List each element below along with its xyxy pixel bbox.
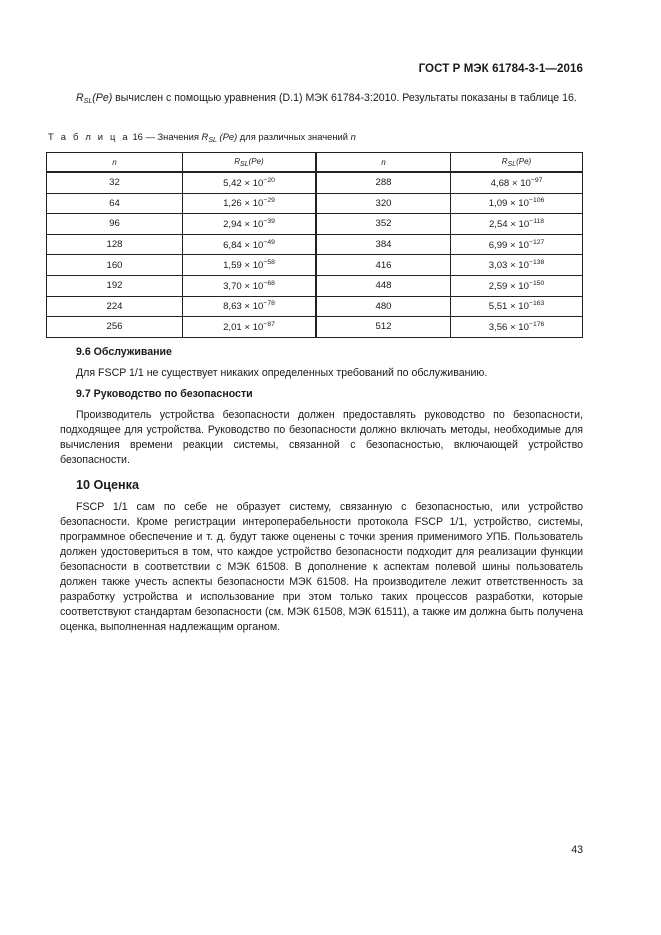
header-r-left-sub: SL xyxy=(240,160,249,168)
cell-r-right-mantissa: 5,51 × 10 xyxy=(488,301,529,313)
cell-n-right: 480 xyxy=(316,296,451,317)
cell-r-right-exponent: −118 xyxy=(529,217,545,225)
table-caption xyxy=(48,131,356,144)
table-body xyxy=(47,172,583,337)
cell-r-right xyxy=(451,255,583,276)
cell-r-right-mantissa: 6,99 × 10 xyxy=(488,239,529,251)
cell-r-right-mantissa: 4,68 × 10 xyxy=(490,177,531,189)
header-r-left xyxy=(183,153,317,173)
table-header-row xyxy=(47,153,583,173)
cell-r-left xyxy=(183,172,317,193)
cell-r-right xyxy=(451,193,583,214)
cell-r-left-exponent: −49 xyxy=(263,238,275,246)
table-row xyxy=(47,214,583,235)
table-caption-n: n xyxy=(350,131,356,142)
page-number: 43 xyxy=(571,844,583,856)
intro-var-sub: SL xyxy=(83,98,93,105)
cell-r-left-mantissa: 1,26 × 10 xyxy=(223,198,264,210)
cell-n-left: 32 xyxy=(47,172,183,193)
cell-r-left-exponent: −78 xyxy=(263,300,275,308)
cell-r-right xyxy=(451,275,583,296)
header-r-right xyxy=(451,153,583,173)
section-9-6-heading: 9.6 Обслуживание xyxy=(76,346,172,358)
cell-r-right xyxy=(451,172,583,193)
table-caption-var: R xyxy=(201,131,209,142)
cell-r-right xyxy=(451,234,583,255)
cell-r-right-mantissa: 2,54 × 10 xyxy=(488,218,530,230)
document-header: ГОСТ Р МЭК 61784-3-1—2016 xyxy=(418,63,583,75)
cell-r-right-exponent: −127 xyxy=(528,238,545,246)
section-9-7 xyxy=(60,387,583,468)
section-9-7-heading: 9.7 Руководство по безопасности xyxy=(76,388,253,400)
table-row xyxy=(47,234,583,255)
intro-text: вычислен с помощью уравнения (D.1) МЭК 61784-3:2010. Результаты показаны в таблице 16. xyxy=(112,92,577,104)
cell-n-left: 64 xyxy=(47,193,183,214)
table-caption-post: для различных значений xyxy=(237,131,351,142)
cell-n-right: 448 xyxy=(316,275,451,296)
cell-n-right: 320 xyxy=(316,193,451,214)
cell-n-right: 416 xyxy=(316,255,451,276)
table-row xyxy=(47,275,583,296)
cell-r-right-exponent: −163 xyxy=(528,300,545,308)
header-r-left-main: R xyxy=(234,156,241,166)
cell-n-right: 384 xyxy=(316,234,451,255)
header-r-right-arg: (Pe) xyxy=(516,156,532,166)
cell-r-right-mantissa: 3,56 × 10 xyxy=(488,321,529,333)
header-n-right: n xyxy=(316,153,451,173)
cell-r-left-exponent: −39 xyxy=(263,217,275,225)
cell-r-right xyxy=(451,214,583,235)
cell-r-right xyxy=(451,317,583,338)
cell-n-left: 128 xyxy=(47,234,183,255)
cell-r-right xyxy=(451,296,583,317)
cell-r-left xyxy=(183,275,317,296)
cell-n-right: 352 xyxy=(316,214,451,235)
cell-r-right-exponent: −138 xyxy=(528,259,545,267)
table-caption-pre: — Значения xyxy=(142,131,202,142)
table-row xyxy=(47,172,583,193)
header-r-right-sub: SL xyxy=(507,160,517,168)
cell-r-left-mantissa: 3,70 × 10 xyxy=(223,280,264,292)
section-10-text: FSCP 1/1 сам по себе не образует систему, связанную с безопасностью, или устройство безопасности. Кроме регистрации интероперабельности протокола FSCP 1/1, устройство, системы, программное обеспечение и т. д. будут также оценены с точки зрения применимого УПБ. Пользователь должен удостовериться в том, что каждое устройство безопасности подходит для реализации функции безопасности в соответствии с МЭК 61508. В дополнение к аспектам полевой шины пользователь должен также учесть аспекты безопасности МЭК 61508. На производителе лежит ответственность за разработку устройства и использование при этом только таких процессов разработки, которые соответствуют стандартам безопасности (см. МЭК 61508, МЭК 61511), а также им должна быть получена оценка, выполненная надлежащим органом. xyxy=(60,501,583,633)
cell-r-left-mantissa: 6,84 × 10 xyxy=(223,239,264,251)
cell-r-right-mantissa: 2,59 × 10 xyxy=(488,280,529,292)
cell-r-right-exponent: −176 xyxy=(528,320,545,328)
cell-n-right: 512 xyxy=(316,317,451,338)
cell-r-left xyxy=(183,193,317,214)
cell-r-left xyxy=(183,255,317,276)
section-9-6-text: Для FSCP 1/1 не существует никаких определенных требований по обслуживанию. xyxy=(76,367,488,379)
cell-r-left-mantissa: 1,59 × 10 xyxy=(223,260,264,272)
cell-r-left-mantissa: 8,63 × 10 xyxy=(223,301,264,313)
table-caption-arg: (Pe) xyxy=(216,131,238,142)
cell-r-left-mantissa: 5,42 × 10 xyxy=(223,177,264,189)
table-caption-number: 16 xyxy=(132,131,143,142)
cell-n-left: 96 xyxy=(47,214,183,235)
cell-n-left: 192 xyxy=(47,275,183,296)
table-row xyxy=(47,317,583,338)
header-r-right-main: R xyxy=(501,156,508,166)
cell-r-right-mantissa: 3,03 × 10 xyxy=(488,260,529,272)
cell-r-left-exponent: −58 xyxy=(263,259,275,267)
cell-r-left xyxy=(183,296,317,317)
section-9-7-text: Производитель устройства безопасности должен предоставлять руководство по безопасности, подходящее для устройства. Руководство по безопасности должно включать методы, необходимые для вычисления времени реакции системы, связанной с безопасностью, включающей устройство безопасности. xyxy=(60,409,583,466)
cell-r-right-mantissa: 1,09 × 10 xyxy=(488,198,529,210)
cell-r-left-exponent: −29 xyxy=(263,197,275,205)
intro-var: R xyxy=(76,92,84,104)
section-9-6 xyxy=(60,345,583,381)
cell-n-right: 288 xyxy=(316,172,451,193)
section-10-heading: 10 Оценка xyxy=(76,478,139,492)
table-row xyxy=(47,193,583,214)
cell-n-left: 224 xyxy=(47,296,183,317)
cell-r-left xyxy=(183,214,317,235)
cell-n-left: 160 xyxy=(47,255,183,276)
header-r-left-arg: (Pe) xyxy=(248,156,264,166)
cell-r-left-exponent: −68 xyxy=(263,279,275,287)
cell-r-left-exponent: −87 xyxy=(263,320,275,328)
table-caption-var-sub: SL xyxy=(208,137,217,144)
cell-r-left-exponent: −20 xyxy=(263,176,275,184)
cell-r-left xyxy=(183,234,317,255)
table-row xyxy=(47,296,583,317)
intro-paragraph xyxy=(60,91,583,109)
cell-r-left-mantissa: 2,94 × 10 xyxy=(223,218,264,230)
cell-r-left xyxy=(183,317,317,338)
cell-r-right-exponent: −106 xyxy=(528,197,545,205)
table-caption-label: Т а б л и ц а xyxy=(48,131,130,142)
table-row xyxy=(47,255,583,276)
intro-var-arg: (Pe) xyxy=(92,92,113,104)
header-n-left: n xyxy=(47,153,183,173)
section-10 xyxy=(60,478,583,635)
cell-r-right-exponent: −150 xyxy=(528,279,545,287)
cell-n-left: 256 xyxy=(47,317,183,338)
values-table xyxy=(46,152,583,338)
cell-r-left-mantissa: 2,01 × 10 xyxy=(223,321,264,333)
cell-r-right-exponent: −97 xyxy=(530,176,543,184)
